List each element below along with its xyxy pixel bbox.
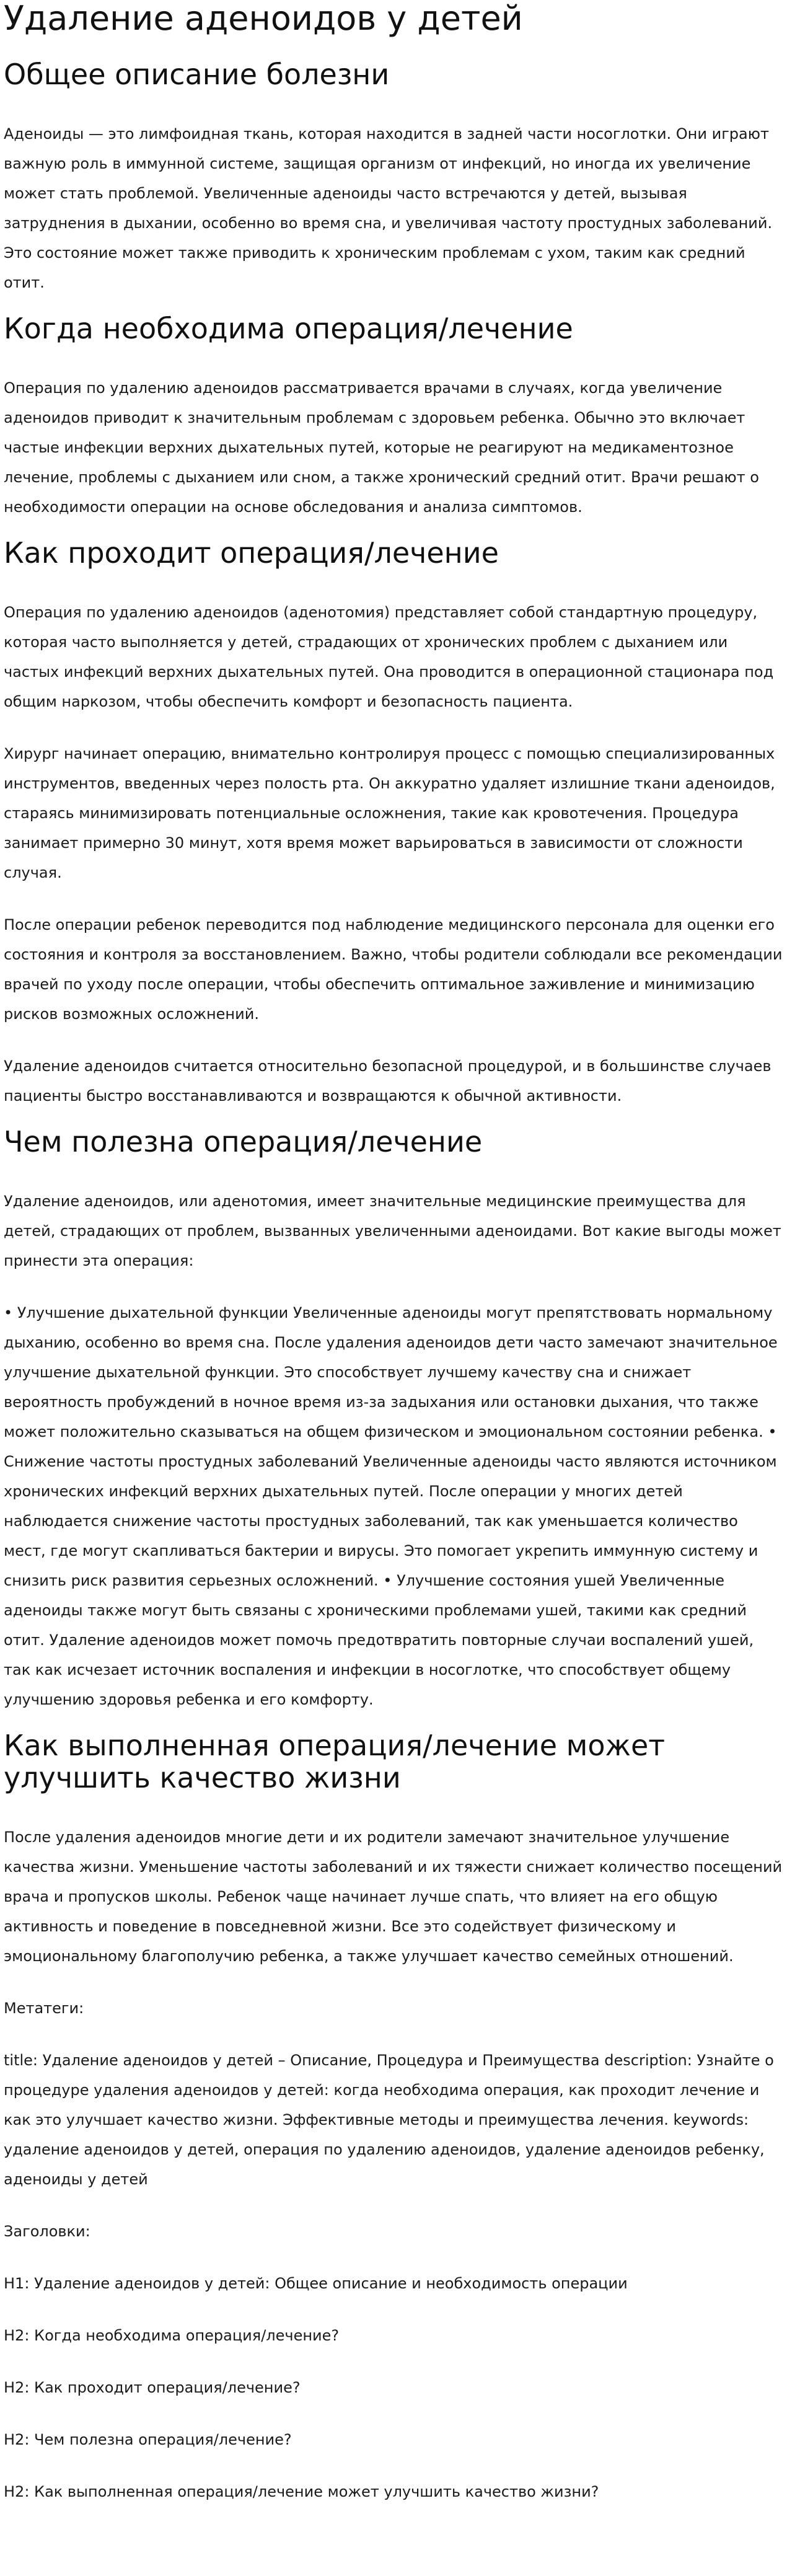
meta-tags-label: Метатеги: bbox=[4, 2000, 84, 2017]
heading-list-item: H2: Как проходит операция/лечение? bbox=[4, 2379, 301, 2396]
section-quality-of-life bbox=[4, 1729, 783, 2507]
headings-label: Заголовки: bbox=[4, 2223, 90, 2240]
paragraph: После удаления аденоидов многие дети и их родители замечают значительное улучшение качества жизни. Уменьшение частоты заболеваний и их тяжести снижает количество посещений врача и пропусков школы. Ребенок чаще начинает лучше спать, что влияет на его общую активность и поведение в повседневной жизни. Все это содействует физическому и эмоциональному благополучию ребенка, а также улучшает качество семейных отношений. bbox=[4, 1828, 783, 1965]
meta-tags-text: title: Удаление аденоидов у детей – Описание, Процедура и Преимущества description: Узнайте о процедуре удаления аденоидов у детей: когда необходима операция, как проходит лечение и как это улучшает качество жизни. Эффективные методы и преимущества лечения. keywords: удаление аденоидов у детей, операция по удалению аденоидов, удаление аденоидов ребенку, аденоиды у детей bbox=[4, 2052, 774, 2188]
heading-list-item: H1: Удаление аденоидов у детей: Общее описание и необходимость операции bbox=[4, 2275, 628, 2292]
section-description bbox=[4, 58, 783, 298]
paragraph: Удаление аденоидов, или аденотомия, имеет значительные медицинские преимущества для детей, страдающих от проблем, вызванных увеличенными аденоидами. Вот какие выгоды может принести эта операция: bbox=[4, 1193, 781, 1269]
heading-list-item: H2: Как выполненная операция/лечение может улучшить качество жизни? bbox=[4, 2483, 599, 2500]
paragraph: Хирург начинает операцию, внимательно контролируя процесс с помощью специализированных инструментов, введенных через полость рта. Он аккуратно удаляет излишние ткани аденоидов, стараясь минимизировать потенциальные осложнения, такие как кровотечения. Процедура занимает примерно 30 минут, хотя время может варьироваться в зависимости от сложности случая. bbox=[4, 745, 775, 881]
section-heading: Когда необходима операция/лечение bbox=[4, 312, 573, 345]
paragraph: • Улучшение дыхательной функции Увеличенные аденоиды могут препятствовать нормальному дыханию, особенно во время сна. После удаления аденоидов дети часто замечают значительное улучшение дыхательной функции. Это способствует лучшему качеству сна и снижает вероятность пробуждений в ночное время из-за задыхания или остановки дыхания, что также может положительно сказываться на общем физическом и эмоциональном состоянии ребенка. • Снижение частоты простудных заболеваний Увеличенные аденоиды часто являются источником хронических инфекций верхних дыхательных путей. После операции у многих детей наблюдается снижение частоты простудных заболеваний, так как уменьшается количество мест, где могут скапливаться бактерии и вирусы. Это помогает укрепить иммунную систему и снизить риск развития серьезных осложнений. • Улучшение состояния ушей Увеличенные аденоиды также могут быть связаны с хроническими проблемами ушей, такими как средний отит. Удаление аденоидов может помочь предотвратить повторные случаи воспалений ушей, так как исчезает источник воспаления и инфекции в носоглотке, что способствует общему улучшению здоровья ребенка и его комфорту. bbox=[4, 1304, 778, 1708]
heading-list-item: H2: Когда необходима операция/лечение? bbox=[4, 2327, 340, 2344]
paragraph: После операции ребенок переводится под наблюдение медицинского персонала для оценки его состояния и контроля за восстановлением. Важно, чтобы родители соблюдали все рекомендации врачей по уходу после операции, чтобы обеспечить оптимальное заживление и минимизацию рисков возможных осложнений. bbox=[4, 916, 783, 1023]
section-heading: Как выполненная операция/лечение может улучшить качество жизни bbox=[4, 1729, 666, 1794]
section-heading: Как проходит операция/лечение bbox=[4, 536, 499, 570]
section-benefits bbox=[4, 1126, 783, 1714]
paragraph: Удаление аденоидов считается относительно безопасной процедурой, и в большинстве случаев пациенты быстро восстанавливаются и возвращаются к обычной активности. bbox=[4, 1057, 772, 1105]
section-when-needed bbox=[4, 312, 783, 522]
paragraph: Операция по удалению аденоидов рассматривается врачами в случаях, когда увеличение аденоидов приводит к значительным проблемам с здоровьем ребенка. Обычно это включает частые инфекции верхних дыхательных путей, которые не реагируют на медикаментозное лечение, проблемы с дыханием или сном, а также хронический средний отит. Врачи решают о необходимости операции на основе обследования и анализа симптомов. bbox=[4, 379, 759, 516]
page-title: Удаление аденоидов у детей bbox=[4, 0, 523, 38]
section-procedure bbox=[4, 537, 783, 1111]
paragraph: Операция по удалению аденоидов (аденотомия) представляет собой стандартную процедуру, которая часто выполняется у детей, страдающих от хронических проблем с дыханием или частых инфекций верхних дыхательных путей. Она проводится в операционной стационара под общим наркозом, чтобы обеспечить комфорт и безопасность пациента. bbox=[4, 604, 774, 710]
heading-list-item: H2: Чем полезна операция/лечение? bbox=[4, 2431, 292, 2448]
section-heading: Чем полезна операция/лечение bbox=[4, 1125, 483, 1158]
section-heading: Общее описание болезни bbox=[4, 58, 390, 91]
paragraph: Аденоиды — это лимфоидная ткань, которая находится в задней части носоглотки. Они играют важную роль в иммунной системе, защищая организм от инфекций, но иногда их увеличение может стать проблемой. Увеличенные аденоиды часто встречаются у детей, вызывая затруднения в дыхании, особенно во время сна, и увеличивая частоту простудных заболеваний. Это состояние может также приводить к хроническим проблемам с ухом, таким как средний отит. bbox=[4, 125, 773, 291]
